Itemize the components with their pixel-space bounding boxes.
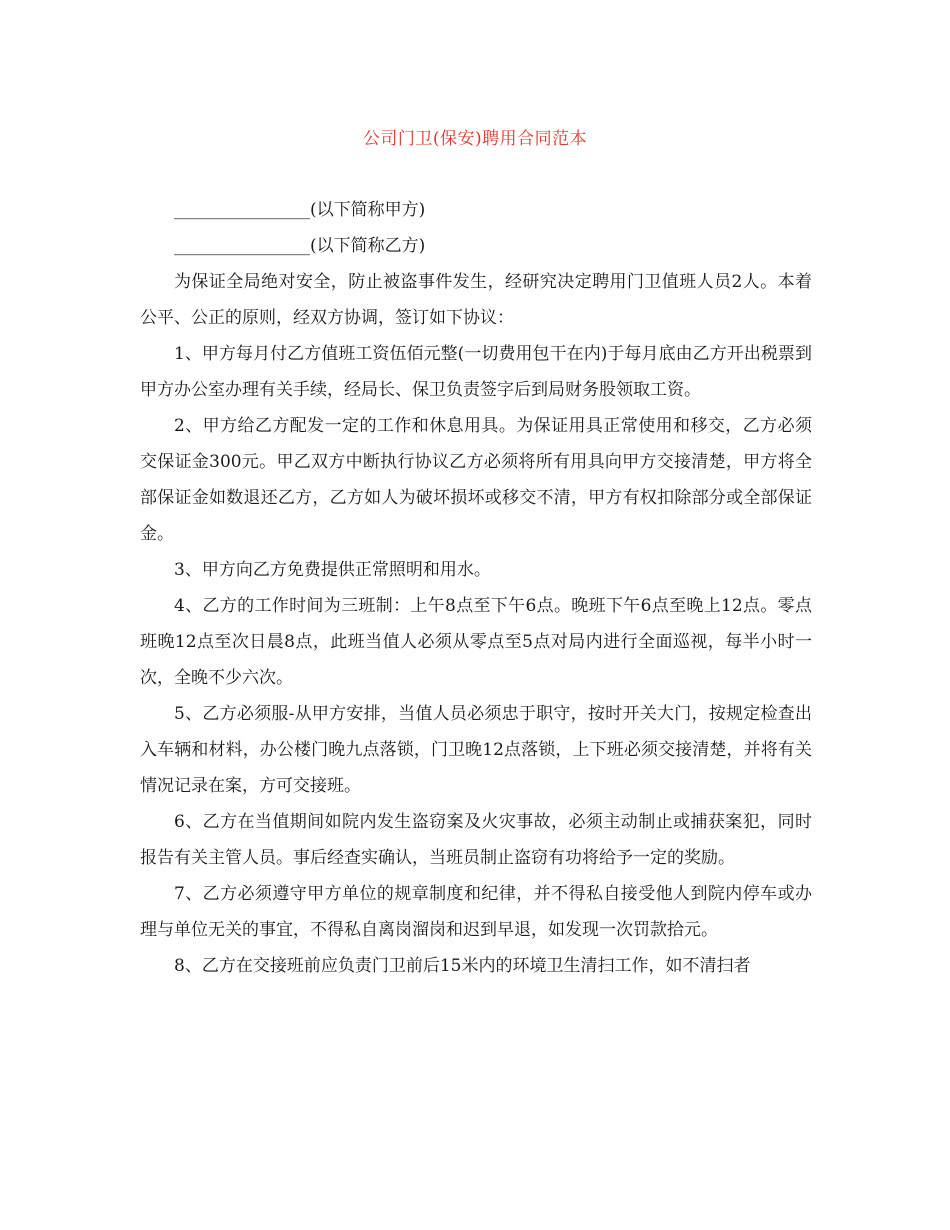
- intro-paragraph: 为保证全局绝对安全，防止被盗事件发生，经研究决定聘用门卫值班人员2人。本着公平、公正的原则，经双方协调，签订如下协议：: [140, 272, 812, 328]
- clause-4: 4、乙方的工作时间为三班制：上午8点至下午6点。晚班下午6点至晚上12点。零点班晚12点至次日晨8点，此班当值人必须从零点至5点对局内进行全面巡视，每半小时一次，全晚不少六次。: [140, 596, 812, 688]
- party-a-line: ________________(以下简称甲方): [174, 200, 426, 220]
- clause-8: 8、乙方在交接班前应负责门卫前后15米内的环境卫生清扫工作，如不清扫者: [174, 956, 751, 976]
- document-body: [140, 192, 812, 984]
- clause-6: 6、乙方在当值期间如院内发生盗窃案及火灾事故，必须主动制止或捕获案犯，同时报告有关主管人员。事后经查实确认，当班员制止盗窃有功将给予一定的奖励。: [140, 812, 812, 868]
- party-b-line: ________________(以下简称乙方): [174, 236, 426, 256]
- clause-1: 1、甲方每月付乙方值班工资伍佰元整(一切费用包干在内)于每月底由乙方开出税票到甲方办公室办理有关手续，经局长、保卫负责签字后到局财务股领取工资。: [140, 344, 812, 400]
- document-title: 公司门卫(保安)聘用合同范本: [362, 129, 588, 149]
- clause-5: 5、乙方必须服-从甲方安排，当值人员必须忠于职守，按时开关大门，按规定检查出入车辆和材料，办公楼门晚九点落锁，门卫晚12点落锁，上下班必须交接清楚，并将有关情况记录在案，方可交接班。: [140, 704, 812, 796]
- clause-7: 7、乙方必须遵守甲方单位的规章制度和纪律，并不得私自接受他人到院内停车或办理与单位无关的事宜，不得私自离岗溜岗和迟到早退，如发现一次罚款拾元。: [140, 884, 812, 940]
- clause-3: 3、甲方向乙方免费提供正常照明和用水。: [174, 560, 491, 580]
- clause-2: 2、甲方给乙方配发一定的工作和休息用具。为保证用具正常使用和移交，乙方必须交保证金300元。甲乙双方中断执行协议乙方必须将所有用具向甲方交接清楚，甲方将全部保证金如数退还乙方，乙方如人为破坏损坏或移交不清，甲方有权扣除部分或全部保证金。: [140, 416, 812, 544]
